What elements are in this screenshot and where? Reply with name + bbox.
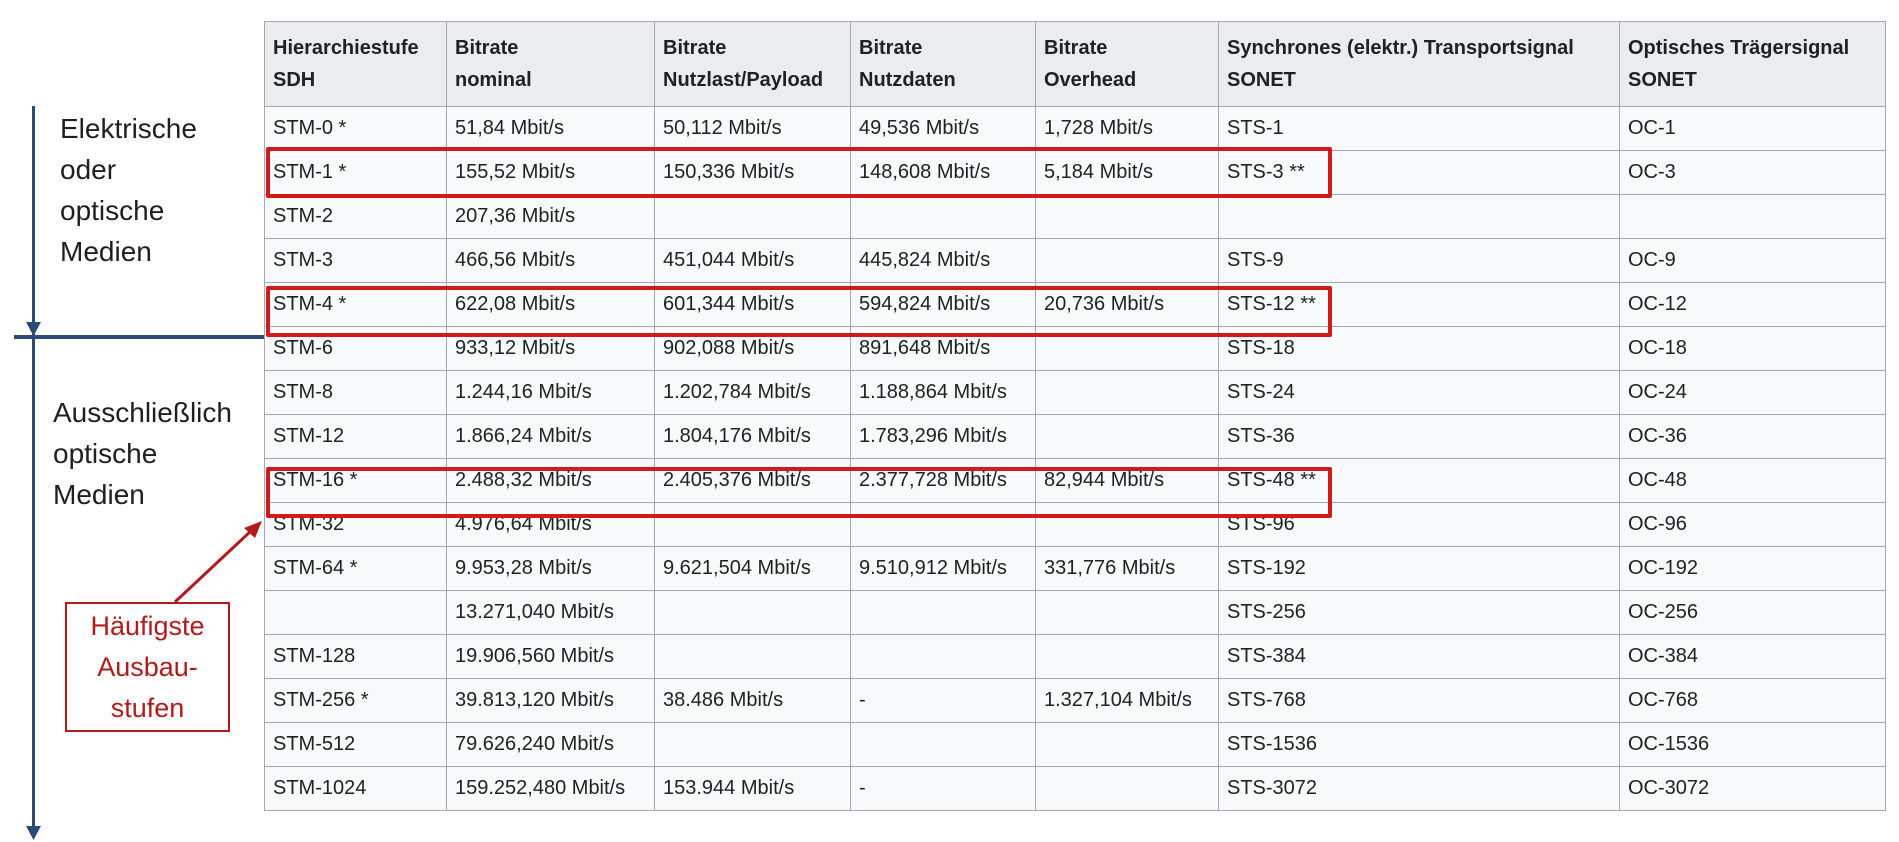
cell-user-data (851, 723, 1036, 767)
cell-sts: STS-384 (1219, 635, 1620, 679)
cell-level: STM-3 (265, 239, 447, 283)
callout-line: stufen (110, 693, 185, 723)
cell-overhead (1036, 635, 1219, 679)
highlight-stm-1 (266, 147, 1332, 198)
cell-user-data (851, 195, 1036, 239)
highlight-stm-16 (266, 467, 1332, 518)
cell-payload: 601,344 Mbit/s (655, 283, 851, 327)
label-line: Medien (60, 236, 152, 267)
cell-oc: OC-9 (1620, 239, 1886, 283)
cell-user-data: 2.377,728 Mbit/s (851, 459, 1036, 503)
cell-nominal: 51,84 Mbit/s (447, 107, 655, 151)
table-row (265, 195, 1886, 239)
cell-sts: STS-256 (1219, 591, 1620, 635)
cell-payload: 50,112 Mbit/s (655, 107, 851, 151)
cell-overhead (1036, 239, 1219, 283)
cell-sts: STS-24 (1219, 371, 1620, 415)
cell-overhead: 1.327,104 Mbit/s (1036, 679, 1219, 723)
cell-sts: STS-12 ** (1219, 283, 1620, 327)
header-bitrate-overhead: Bitrate Overhead (1036, 22, 1219, 107)
table-row (265, 239, 1886, 283)
cell-level: STM-12 (265, 415, 447, 459)
cell-nominal: 9.953,28 Mbit/s (447, 547, 655, 591)
cell-nominal: 2.488,32 Mbit/s (447, 459, 655, 503)
cell-level (265, 591, 447, 635)
cell-nominal: 466,56 Mbit/s (447, 239, 655, 283)
cell-oc: OC-48 (1620, 459, 1886, 503)
header-row (265, 22, 1886, 107)
label-line: Elektrische (60, 113, 197, 144)
label-line: optische (53, 438, 158, 469)
cell-overhead (1036, 591, 1219, 635)
cell-payload (655, 195, 851, 239)
cell-oc: OC-192 (1620, 547, 1886, 591)
callout-line: Häufigste (90, 611, 205, 641)
cell-nominal: 19.906,560 Mbit/s (447, 635, 655, 679)
electric-or-optical-label (60, 108, 197, 272)
cell-level: STM-32 (265, 503, 447, 547)
header-bitrate-payload: Bitrate Nutzlast/Payload (655, 22, 851, 107)
table-row (265, 547, 1886, 591)
cell-sts: STS-9 (1219, 239, 1620, 283)
cell-sts: STS-18 (1219, 327, 1620, 371)
table-row (265, 679, 1886, 723)
cell-sts: STS-192 (1219, 547, 1620, 591)
cell-overhead: 1,728 Mbit/s (1036, 107, 1219, 151)
cell-sts: STS-96 (1219, 503, 1620, 547)
cell-nominal: 622,08 Mbit/s (447, 283, 655, 327)
cell-payload: 9.621,504 Mbit/s (655, 547, 851, 591)
cell-payload (655, 635, 851, 679)
cell-sts: STS-48 ** (1219, 459, 1620, 503)
cell-nominal: 1.244,16 Mbit/s (447, 371, 655, 415)
cell-level: STM-16 * (265, 459, 447, 503)
cell-overhead (1036, 723, 1219, 767)
cell-sts: STS-768 (1219, 679, 1620, 723)
cell-payload: 153.944 Mbit/s (655, 767, 851, 811)
cell-oc: OC-36 (1620, 415, 1886, 459)
cell-overhead: 331,776 Mbit/s (1036, 547, 1219, 591)
cell-payload: 1.202,784 Mbit/s (655, 371, 851, 415)
cell-oc: OC-1536 (1620, 723, 1886, 767)
callout-pointer-arrowhead-icon (244, 521, 262, 538)
header-sts-signal: Synchrones (elektr.) Transportsignal SONET (1219, 22, 1620, 107)
most-common-levels-callout (65, 602, 230, 732)
cell-user-data: 1.188,864 Mbit/s (851, 371, 1036, 415)
cell-nominal: 4.976,64 Mbit/s (447, 503, 655, 547)
cell-sts: STS-1536 (1219, 723, 1620, 767)
cell-level: STM-8 (265, 371, 447, 415)
cell-level: STM-6 (265, 327, 447, 371)
cell-oc: OC-256 (1620, 591, 1886, 635)
cell-oc: OC-3 (1620, 151, 1886, 195)
cell-level: STM-256 * (265, 679, 447, 723)
cell-oc (1620, 195, 1886, 239)
cell-sts (1219, 195, 1620, 239)
cell-user-data: - (851, 767, 1036, 811)
cell-level: STM-512 (265, 723, 447, 767)
cell-overhead (1036, 195, 1219, 239)
header-hierarchy-level: Hierarchiestufe SDH (265, 22, 447, 107)
cell-user-data: 891,648 Mbit/s (851, 327, 1036, 371)
label-line: optische (60, 195, 165, 226)
cell-oc: OC-384 (1620, 635, 1886, 679)
cell-payload: 150,336 Mbit/s (655, 151, 851, 195)
cell-user-data: - (851, 679, 1036, 723)
cell-user-data: 594,824 Mbit/s (851, 283, 1036, 327)
table-row (265, 591, 1886, 635)
cell-oc: OC-24 (1620, 371, 1886, 415)
cell-level: STM-0 * (265, 107, 447, 151)
cell-oc: OC-3072 (1620, 767, 1886, 811)
cell-level: STM-2 (265, 195, 447, 239)
cell-user-data: 49,536 Mbit/s (851, 107, 1036, 151)
cell-overhead: 5,184 Mbit/s (1036, 151, 1219, 195)
table-body (265, 107, 1886, 811)
vertical-axis-line (32, 106, 35, 830)
cell-oc: OC-1 (1620, 107, 1886, 151)
label-line: Medien (53, 479, 145, 510)
cell-payload (655, 591, 851, 635)
header-bitrate-user-data: Bitrate Nutzdaten (851, 22, 1036, 107)
cell-payload: 2.405,376 Mbit/s (655, 459, 851, 503)
cell-oc: OC-768 (1620, 679, 1886, 723)
cell-level: STM-64 * (265, 547, 447, 591)
table-row (265, 767, 1886, 811)
table-row (265, 635, 1886, 679)
cell-user-data (851, 635, 1036, 679)
table-row (265, 107, 1886, 151)
cell-payload: 451,044 Mbit/s (655, 239, 851, 283)
sdh-hierarchy-table (264, 21, 1886, 811)
cell-oc: OC-18 (1620, 327, 1886, 371)
cell-payload: 38.486 Mbit/s (655, 679, 851, 723)
cell-nominal: 155,52 Mbit/s (447, 151, 655, 195)
label-line: oder (60, 154, 117, 185)
cell-nominal: 79.626,240 Mbit/s (447, 723, 655, 767)
cell-overhead: 82,944 Mbit/s (1036, 459, 1219, 503)
cell-payload: 1.804,176 Mbit/s (655, 415, 851, 459)
header-bitrate-nominal: Bitrate nominal (447, 22, 655, 107)
cell-user-data (851, 591, 1036, 635)
cell-oc: OC-96 (1620, 503, 1886, 547)
cell-overhead (1036, 415, 1219, 459)
cell-user-data: 148,608 Mbit/s (851, 151, 1036, 195)
optical-only-label (53, 392, 232, 515)
table-row (265, 415, 1886, 459)
cell-level: STM-1 * (265, 151, 447, 195)
cell-user-data: 445,824 Mbit/s (851, 239, 1036, 283)
callout-line: Ausbau- (97, 652, 198, 682)
cell-nominal: 207,36 Mbit/s (447, 195, 655, 239)
cell-payload (655, 723, 851, 767)
cell-user-data: 9.510,912 Mbit/s (851, 547, 1036, 591)
label-line: Ausschließlich (53, 397, 232, 428)
cell-sts: STS-3 ** (1219, 151, 1620, 195)
cell-sts: STS-36 (1219, 415, 1620, 459)
cell-nominal: 933,12 Mbit/s (447, 327, 655, 371)
cell-overhead (1036, 767, 1219, 811)
table-row (265, 371, 1886, 415)
cell-nominal: 159.252,480 Mbit/s (447, 767, 655, 811)
cell-level: STM-4 * (265, 283, 447, 327)
cell-overhead (1036, 371, 1219, 415)
cell-payload: 902,088 Mbit/s (655, 327, 851, 371)
cell-sts: STS-3072 (1219, 767, 1620, 811)
cell-user-data: 1.783,296 Mbit/s (851, 415, 1036, 459)
callout-pointer-line (175, 530, 252, 602)
cell-overhead: 20,736 Mbit/s (1036, 283, 1219, 327)
cell-level: STM-1024 (265, 767, 447, 811)
highlight-stm-4 (266, 286, 1332, 337)
media-divider-line (14, 335, 274, 339)
cell-oc: OC-12 (1620, 283, 1886, 327)
table-row (265, 723, 1886, 767)
cell-nominal: 39.813,120 Mbit/s (447, 679, 655, 723)
cell-nominal: 1.866,24 Mbit/s (447, 415, 655, 459)
header-oc-signal: Optisches Trägersignal SONET (1620, 22, 1886, 107)
cell-nominal: 13.271,040 Mbit/s (447, 591, 655, 635)
cell-level: STM-128 (265, 635, 447, 679)
cell-sts: STS-1 (1219, 107, 1620, 151)
